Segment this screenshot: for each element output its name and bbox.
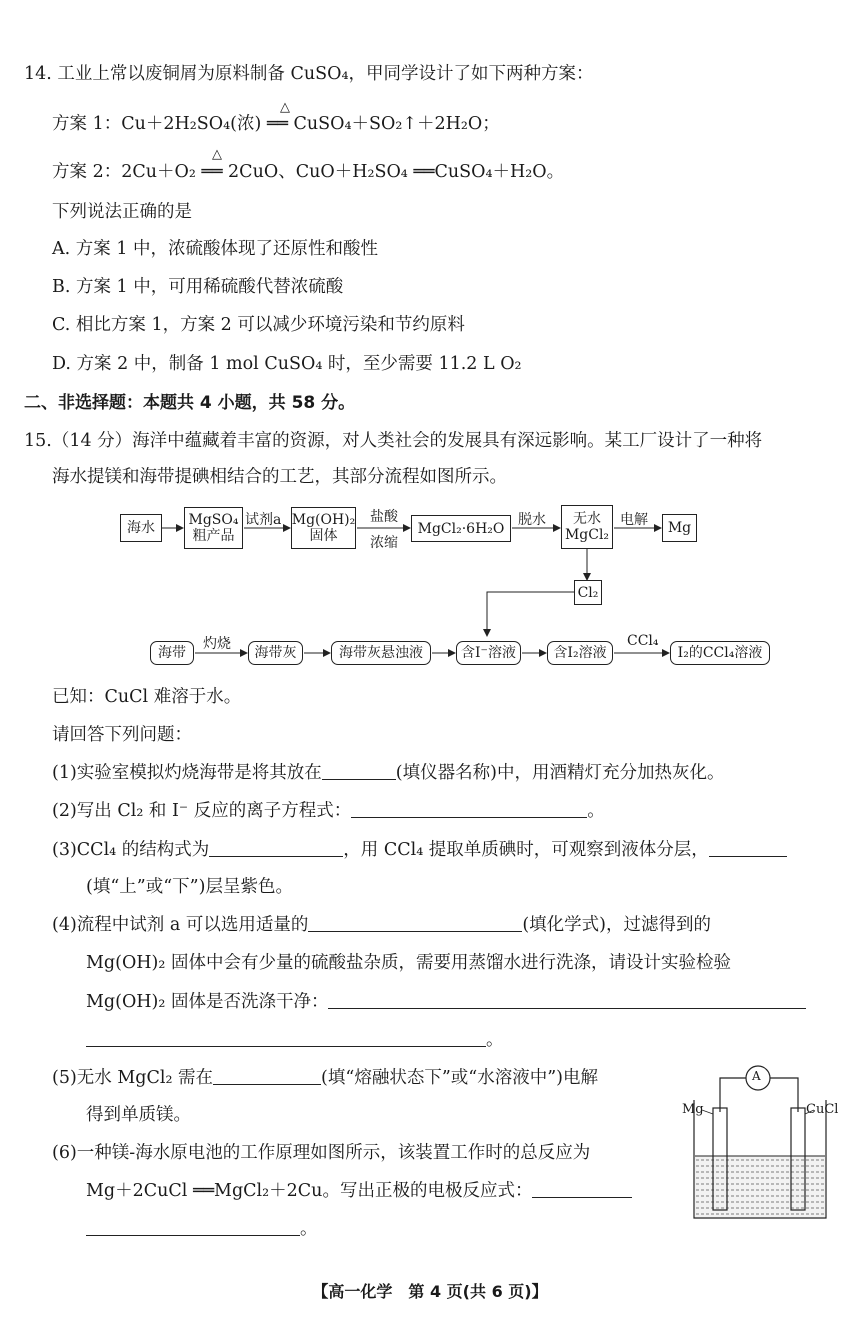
q14-option-c: C. 相比方案 1，方案 2 可以减少环境污染和节约原料 [52, 315, 465, 335]
part2-text-a: (2)写出 Cl₂ 和 I⁻ 反应的离子方程式： [52, 801, 352, 821]
q15-part3 [52, 838, 787, 862]
answer-blank-5[interactable] [213, 1066, 321, 1085]
answer-blank-4b[interactable] [328, 990, 806, 1009]
page-footer: 【高一化学 第 4 页(共 6 页)】 [312, 1282, 548, 1301]
q15-part4-line2: Mg(OH)₂ 固体中会有少量的硫酸盐杂质，需要用蒸馏水进行洗涤，请设计实验检验 [86, 953, 731, 973]
section2-heading: 二、非选择题：本题共 4 小题，共 58 分。 [24, 393, 356, 413]
part6-text-c: 。 [300, 1219, 318, 1239]
q15-part5-cont: 得到单质镁。 [86, 1105, 191, 1125]
part4-text-b: (填化学式)，过滤得到的 [522, 915, 712, 935]
answer-blank-3b[interactable] [709, 838, 787, 857]
part1-text-a: (1)实验室模拟灼烧海带是将其放在 [52, 763, 322, 783]
label-reagent-a: 试剂a [245, 512, 282, 528]
crude-product-label: 粗产品 [192, 528, 235, 544]
part5-text-b: (填“熔融状态下”或“水溶液中”)电解 [321, 1068, 598, 1088]
part1-text-b: (填仪器名称)中，用酒精灯充分加热灰化。 [395, 763, 725, 783]
answer-blank-4c[interactable] [86, 1028, 486, 1047]
q15-part4-line3 [86, 990, 806, 1014]
q15-part2 [52, 799, 605, 823]
answer-blank-2[interactable] [351, 799, 587, 818]
q15-part4-line4 [86, 1028, 504, 1052]
part6-text-b: Mg＋2CuCl ══MgCl₂＋2Cu。写出正极的电极反应式： [86, 1181, 533, 1201]
q15-part6-line2 [86, 1179, 632, 1203]
ammeter-label: A [752, 1069, 761, 1083]
part4-text-d: Mg(OH)₂ 固体是否洗涤干净： [86, 992, 329, 1012]
q15-part5 [52, 1066, 598, 1090]
flow-box-kelp: 海带 [150, 641, 194, 665]
label-electrolysis: 电解 [620, 512, 648, 528]
label-concentrate: 浓缩 [370, 535, 398, 551]
q14-option-b: B. 方案 1 中，可用稀硫酸代替浓硫酸 [52, 277, 344, 297]
scheme2-equation: 方案 2：2Cu＋O₂ ══ 2CuO、CuO＋H₂SO₄ ══CuSO₄＋H₂O。 [52, 162, 565, 182]
flow-box-mgcl2-hydrate: MgCl₂·6H₂O [411, 515, 511, 542]
q14-option-a: A. 方案 1 中，浓硫酸体现了还原性和酸性 [52, 239, 379, 259]
flow-box-seawater: 海水 [120, 514, 162, 542]
scheme1-equation: 方案 1：Cu＋2H₂SO₄(浓) ══ CuSO₄＋SO₂↑＋2H₂O； [52, 114, 500, 134]
scheme1-heat-condition: △ [280, 100, 290, 115]
part2-text-b: 。 [587, 801, 605, 821]
flow-box-mgso4-crude [184, 507, 243, 549]
q15-part1 [52, 761, 724, 785]
q15-part4 [52, 913, 711, 937]
answer-blank-6a[interactable] [532, 1179, 632, 1198]
mgso4-label: MgSO₄ [188, 512, 239, 528]
flow-box-anhydrous-mgcl2 [561, 505, 613, 549]
q14-scheme1 [52, 112, 500, 136]
mg-label: Mg [682, 1102, 704, 1117]
label-dehydrate: 脱水 [518, 512, 546, 528]
q14-scheme2 [52, 160, 564, 184]
label-burn: 灼烧 [203, 636, 231, 652]
mgcl2-label: MgCl₂ [564, 527, 610, 543]
q15-part6-line3 [86, 1217, 318, 1241]
part3-text-a: (3)CCl₄ 的结构式为 [52, 840, 210, 860]
q15-stem-line1: 15.（14 分）海洋中蕴藏着丰富的资源，对人类社会的发展具有深远影响。某工厂设计了一种将 [24, 431, 763, 451]
flow-box-iodine-ccl4: I₂的CCl₄溶液 [670, 641, 770, 665]
solid-label: 固体 [309, 528, 338, 544]
q14-option-d: D. 方案 2 中，制备 1 mol CuSO₄ 时，至少需要 11.2 L O₂ [52, 354, 522, 374]
label-ccl4: CCl₄ [627, 633, 659, 649]
flow-box-mg: Mg [662, 514, 697, 542]
flow-box-iodide-solution: 含I⁻溶液 [456, 641, 521, 665]
q15-part3-cont: (填“上”或“下”)层呈紫色。 [86, 877, 293, 897]
flow-box-cl2: Cl₂ [574, 580, 602, 605]
part4-text-a: (4)流程中试剂 a 可以选用适量的 [52, 915, 309, 935]
flow-box-iodine-solution: 含I₂溶液 [547, 641, 613, 665]
q15-known: 已知：CuCl 难溶于水。 [52, 687, 242, 707]
part5-text-a: (5)无水 MgCl₂ 需在 [52, 1068, 214, 1088]
flow-box-ash-suspension: 海带灰悬浊液 [331, 641, 431, 665]
part3-text-b: ，用 CCl₄ 提取单质碘时，可观察到液体分层， [343, 840, 709, 860]
label-hcl: 盐酸 [370, 509, 398, 525]
cell-drawing [680, 1060, 840, 1230]
flow-box-kelp-ash: 海带灰 [248, 641, 303, 665]
answer-blank-1[interactable] [322, 761, 396, 780]
answer-blank-6b[interactable] [86, 1217, 300, 1236]
galvanic-cell-diagram [680, 1060, 840, 1230]
answer-blank-3a[interactable] [209, 838, 343, 857]
cucl-label: CuCl [806, 1102, 839, 1117]
anhydrous-label: 无水 [573, 511, 601, 527]
q14-stem: 14. 工业上常以废铜屑为原料制备 CuSO₄，甲同学设计了如下两种方案： [24, 64, 594, 84]
part4-text-e: 。 [486, 1030, 504, 1050]
q15-part6: (6)一种镁-海水原电池的工作原理如图所示，该装置工作时的总反应为 [52, 1143, 591, 1163]
mgoh2-label: Mg(OH)₂ [291, 512, 356, 528]
q15-stem-line2: 海水提镁和海带提碘相结合的工艺，其部分流程如图所示。 [52, 467, 507, 487]
scheme2-heat-condition: △ [212, 147, 222, 162]
answer-blank-4a[interactable] [308, 913, 522, 932]
q14-prompt: 下列说法正确的是 [52, 202, 192, 222]
flow-box-mgoh2-solid [291, 507, 356, 549]
q15-ask: 请回答下列问题： [52, 725, 192, 745]
